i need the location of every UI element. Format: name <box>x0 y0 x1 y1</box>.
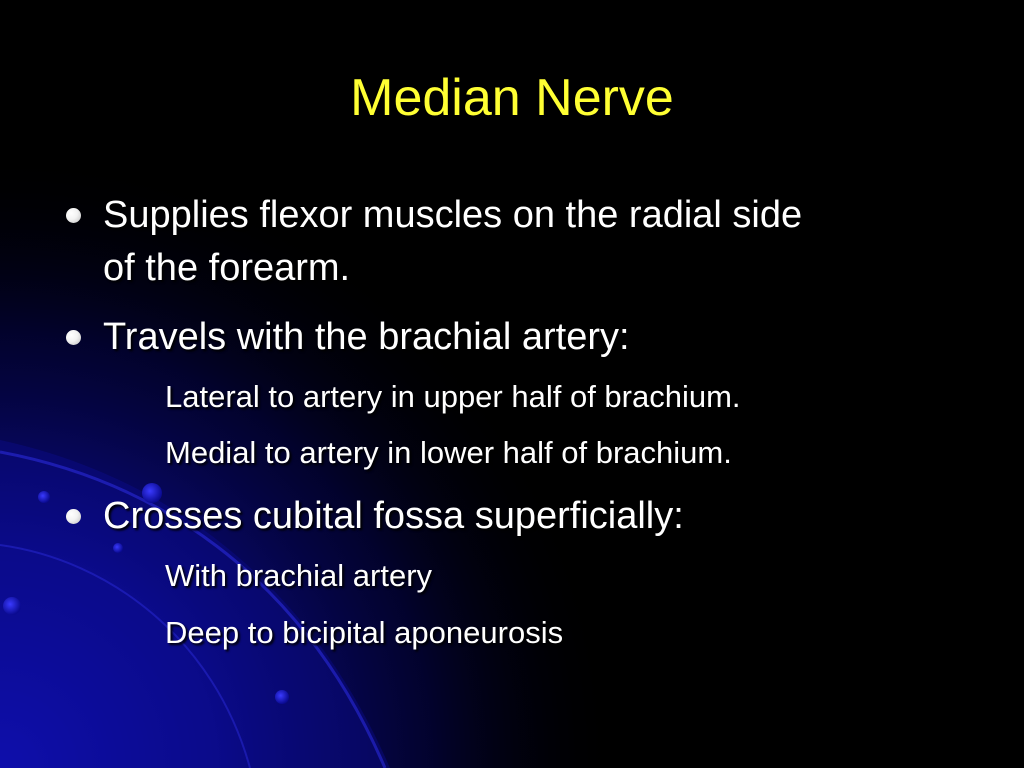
sub-bullet-text: Lateral to artery in upper half of brachium. <box>165 379 741 414</box>
bullet-text: Travels with the brachial artery: <box>103 316 630 358</box>
bullet-dot-icon <box>66 509 81 524</box>
bullet-dot-icon <box>66 330 81 345</box>
bullet-text: Supplies flexor muscles on the radial side <box>103 194 803 236</box>
sub-bullet-text: Medial to artery in lower half of brachium. <box>165 435 732 470</box>
sub-bullet-text: Deep to bicipital aponeurosis <box>165 615 564 650</box>
sub-bullet-text: With brachial artery <box>165 558 433 593</box>
bullet-text: Crosses cubital fossa superficially: <box>103 495 684 537</box>
slide-title: Median Nerve <box>350 69 674 127</box>
bullet-text-continuation: of the forearm. <box>103 247 351 289</box>
bullet-dot-icon <box>66 208 81 223</box>
